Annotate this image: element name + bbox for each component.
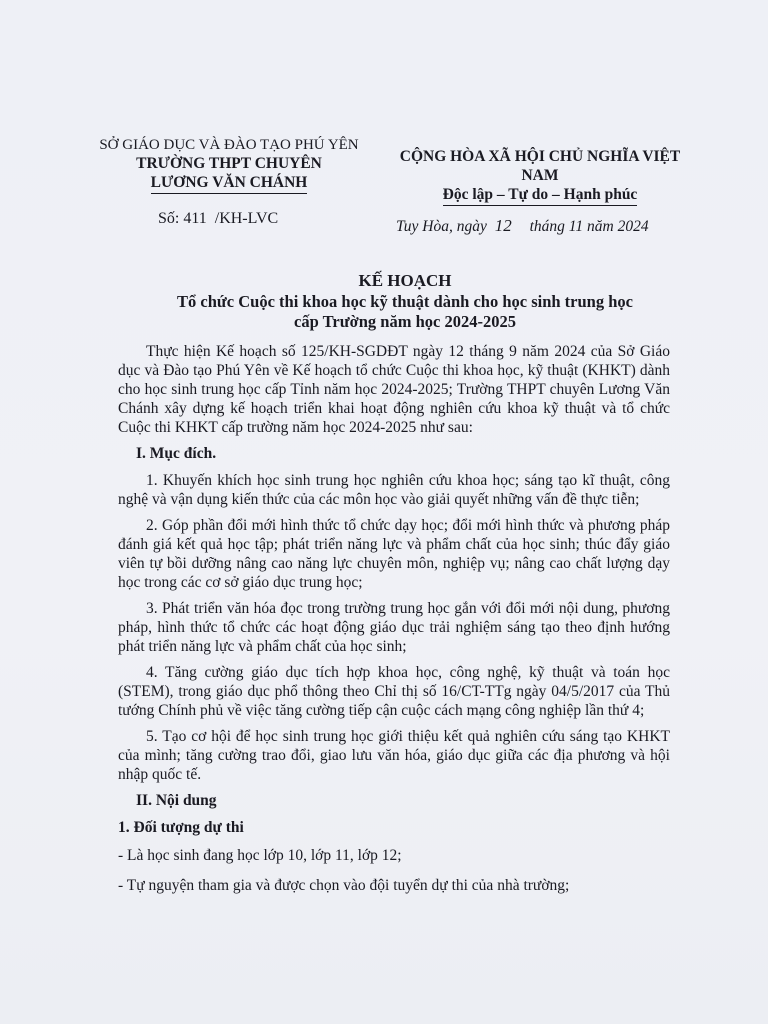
document-number: Số: 411 /KH-LVC (158, 210, 279, 227)
title-main: KẾ HOẠCH (358, 271, 452, 290)
intro-paragraph: Thực hiện Kế hoạch số 125/KH-SGDĐT ngày 12 tháng 9 năm 2024 của Sở Giáo dục và Đào tạo Phú Yên về Kế hoạch tổ chức Cuộc thi khoa học, kỹ thuật (KHKT) dành cho học sinh trung học cấp Tỉnh năm học 2024-2025; Trường THPT chuyên Lương Văn Chánh xây dựng kế hoạch triển khai hoạt động nghiên cứu khoa kỹ thuật và tổ chức Cuộc thi KHKT cấp trường năm học 2024-2025 như sau: (118, 343, 670, 436)
national-motto: Độc lập – Tự do – Hạnh phúc (443, 185, 638, 206)
section-2-item: - Là học sinh đang học lớp 10, lớp 11, lớp 12; (118, 847, 402, 864)
section-1-item: 2. Góp phần đổi mới hình thức tổ chức dạy học; đổi mới hình thức và phương pháp đánh giá kết quả học tập; phát triển năng lực và phẩm chất của học sinh; thúc đẩy giáo viên tự bồi dưỡng nâng cao năng lực chuyên môn, nghiệp vụ; nâng cao chất lượng dạy học trong các cơ sở giáo dục trung học; (118, 517, 670, 591)
section-2-item: - Tự nguyện tham gia và được chọn vào đội tuyển dự thi của nhà trường; (118, 877, 570, 894)
section-1-item: 5. Tạo cơ hội để học sinh trung học giới thiệu kết quả nghiên cứu sáng tạo KHKT của mình; tăng cường trao đổi, giao lưu văn hóa, giáo dục giữa các địa phương và hội nhập quốc tế. (118, 728, 670, 783)
section-2-heading: II. Nội dung (136, 792, 217, 809)
school-name-line2: LƯƠNG VĂN CHÁNH (151, 173, 308, 194)
school-name-line1: TRƯỜNG THPT CHUYÊN (136, 155, 322, 172)
department-name: SỞ GIÁO DỤC VÀ ĐÀO TẠO PHÚ YÊN (99, 137, 359, 153)
document-title (110, 270, 700, 332)
title-sub-1: Tổ chức Cuộc thi khoa học kỹ thuật dành cho học sinh trung học (177, 292, 633, 311)
section-1-item: 3. Phát triển văn hóa đọc trong trường trung học gắn với đổi mới nội dung, phương pháp, hình thức tổ chức các hoạt động giáo dục trải nghiệm sáng tạo theo định hướng phát triển năng lực và phẩm chất của học sinh; (118, 600, 670, 655)
national-header (386, 147, 694, 206)
place-date-prefix: Tuy Hòa, ngày (396, 218, 487, 235)
place-date-day: 12 (494, 216, 512, 235)
section-1-item: 4. Tăng cường giáo dục tích hợp khoa học, công nghệ, kỹ thuật và toán học (STEM), trong giáo dục phổ thông theo Chỉ thị số 16/CT-TTg ngày 04/5/2017 của Thủ tướng Chính phủ về việc tăng cường tiếp cận cuộc cách mạng công nghiệp lần thứ 4; (118, 664, 670, 719)
section-1-heading: I. Mục đích. (136, 445, 217, 462)
place-date-suffix: tháng 11 năm 2024 (529, 218, 649, 235)
place-date (396, 216, 649, 236)
document-body (118, 342, 670, 906)
section-2-subheading: 1. Đối tượng dự thi (118, 819, 244, 836)
issuer-block (98, 136, 360, 194)
section-1-item: 1. Khuyến khích học sinh trung học nghiên cứu khoa học; sáng tạo kĩ thuật, công nghệ và vận dụng kiến thức của các môn học vào giải quyết những vấn đề thực tiễn; (118, 472, 670, 508)
title-sub-2: cấp Trường năm học 2024-2025 (294, 312, 516, 331)
nation-name: CỘNG HÒA XÃ HỘI CHỦ NGHĨA VIỆT NAM (399, 148, 681, 184)
